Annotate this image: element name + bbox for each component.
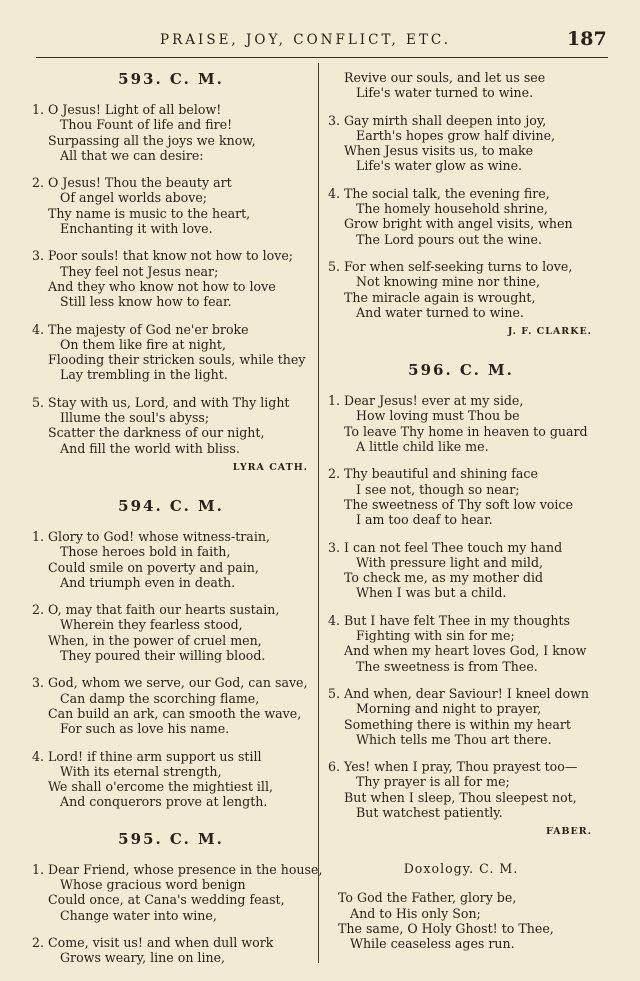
hymn-595 xyxy=(30,829,323,966)
stanza-number: 3. xyxy=(31,675,44,691)
running-title: PRAISE, JOY, CONFLICT, ETC. xyxy=(160,32,452,48)
stanza xyxy=(326,393,596,454)
stanza xyxy=(30,602,312,663)
doxology-stanza xyxy=(326,890,596,951)
verse-text: Yes! when I pray, Thou prayest too— xyxy=(344,759,578,775)
verse-line xyxy=(30,102,312,117)
verse-line: And water turned to wine. xyxy=(356,304,524,320)
verse-line: On them like fire at night, xyxy=(60,336,226,352)
hymn-author: J. F. CLARKE. xyxy=(507,326,592,338)
verse-line: Of angel worlds above; xyxy=(60,190,208,206)
verse-text: The social talk, the evening fire, xyxy=(344,185,550,201)
doxology-line: And to His only Son; xyxy=(350,905,481,921)
verse-line: Not knowing mine nor thine, xyxy=(356,274,540,290)
hymn-number-heading: 596. C. M. xyxy=(408,361,514,380)
verse-line: Whose gracious word benign xyxy=(60,876,246,892)
stanza-number: 5. xyxy=(327,685,340,701)
verse-line: The sweetness is from Thee. xyxy=(356,658,538,674)
doxology-line: While ceaseless ages run. xyxy=(350,936,515,952)
stanza xyxy=(30,248,312,309)
verse-line: But watchest patiently. xyxy=(356,804,503,820)
verse-line xyxy=(326,540,596,555)
header-rule xyxy=(36,57,608,58)
hymn-594 xyxy=(30,497,312,810)
verse-line: Thy prayer is all for me; xyxy=(356,774,510,790)
verse-text: Dear Friend, whose presence in the house, xyxy=(48,861,323,877)
stanza-number: 4. xyxy=(327,185,340,201)
verse-line xyxy=(30,749,312,764)
stanza xyxy=(30,529,312,590)
stanza-number: 5. xyxy=(327,258,340,274)
verse-line xyxy=(326,113,596,128)
verse-line: Illume the soul's abyss; xyxy=(60,410,210,426)
hymn-author: LYRA CATH. xyxy=(232,461,308,473)
stanza xyxy=(326,259,596,320)
verse-line: But when I sleep, Thou sleepest not, xyxy=(344,789,577,805)
verse-line: Earth's hopes grow half divine, xyxy=(356,127,556,143)
verse-line: When I was but a child. xyxy=(356,585,507,601)
stanza-number: 2. xyxy=(327,466,340,482)
verse-line: With its eternal strength, xyxy=(60,763,222,779)
verse-line: To leave Thy home in heaven to guard xyxy=(344,423,588,439)
stanza xyxy=(30,675,312,736)
verse-line: Wherein they fearless stood, xyxy=(60,617,243,633)
verse-line: Can build an ark, can smooth the wave, xyxy=(48,705,302,721)
verse-line xyxy=(30,248,312,263)
hymn-number-heading: 594. C. M. xyxy=(118,496,224,515)
stanza-number: 1. xyxy=(31,102,44,117)
verse-line: And triumph even in death. xyxy=(60,574,236,590)
verse-line: Change water into wine, xyxy=(60,907,217,923)
stanza xyxy=(30,861,323,923)
verse-line: They feel not Jesus near; xyxy=(60,263,219,279)
stanza-number: 6. xyxy=(327,759,340,775)
verse-line: All that we can desire: xyxy=(60,147,204,163)
verse-line: When, in the power of cruel men, xyxy=(48,632,262,648)
verse-line xyxy=(326,259,596,274)
verse-line xyxy=(30,675,312,690)
stanza-number: 3. xyxy=(31,248,44,264)
verse-line: Life's water turned to wine. xyxy=(356,85,534,101)
column-divider xyxy=(318,63,319,963)
verse-line xyxy=(30,861,323,877)
verse-line xyxy=(326,759,596,774)
verse-line xyxy=(326,393,596,408)
stanza xyxy=(30,175,312,236)
verse-line: For such as love his name. xyxy=(60,721,230,737)
verse-text: And when, dear Saviour! I kneel down xyxy=(344,685,590,701)
verse-line xyxy=(326,686,596,701)
verse-text: Glory to God! whose witness-train, xyxy=(48,528,270,544)
verse-text: For when self-seeking turns to love, xyxy=(344,258,573,274)
verse-line: With pressure light and mild, xyxy=(356,554,544,570)
verse-line: Could once, at Cana's wedding feast, xyxy=(48,892,285,908)
stanza-number: 4. xyxy=(31,321,44,337)
verse-line: Can damp the scorching flame, xyxy=(60,690,260,706)
verse-line: And when my heart loves God, I know xyxy=(344,643,587,659)
stanza xyxy=(326,466,596,527)
verse-line xyxy=(30,322,312,337)
right-column xyxy=(326,70,596,963)
verse-line xyxy=(30,395,312,410)
verse-line: Life's water glow as wine. xyxy=(356,158,523,174)
stanza xyxy=(326,759,596,820)
stanza xyxy=(326,686,596,747)
verse-text: Revive our souls, and let us see xyxy=(344,70,546,85)
stanza-number: 5. xyxy=(31,394,44,410)
verse-line: And they who know not how to love xyxy=(48,278,276,294)
verse-line xyxy=(326,186,596,201)
verse-line xyxy=(30,935,312,950)
stanza xyxy=(326,540,596,601)
stanza-number: 1. xyxy=(31,861,44,877)
page-header xyxy=(0,28,640,54)
verse-line: The Lord pours out the wine. xyxy=(356,231,542,247)
verse-line: When Jesus visits us, to make xyxy=(344,143,534,159)
verse-line: Morning and night to prayer, xyxy=(356,701,542,717)
verse-line xyxy=(326,613,596,628)
verse-line: Thou Fount of life and fire! xyxy=(60,117,233,133)
stanza-number: 2. xyxy=(31,602,44,618)
verse-line: Those heroes bold in faith, xyxy=(60,544,231,560)
verse-line: They poured their willing blood. xyxy=(60,648,266,664)
verse-line: Flooding their stricken souls, while they xyxy=(48,352,306,368)
verse-line: The miracle again is wrought, xyxy=(344,289,536,305)
verse-text: Gay mirth shall deepen into joy, xyxy=(344,112,547,128)
stanza xyxy=(326,113,596,174)
stanza xyxy=(326,70,596,101)
verse-line xyxy=(30,602,312,617)
verse-line: The homely household shrine, xyxy=(356,201,548,217)
doxology-line: The same, O Holy Ghost! to Thee, xyxy=(338,920,554,936)
verse-line: Grows weary, line on line, xyxy=(60,950,226,966)
verse-line: Scatter the darkness of our night, xyxy=(48,425,265,441)
verse-line: A little child like me. xyxy=(356,439,489,455)
doxology-title: Doxology. C. M. xyxy=(403,861,519,877)
hymn-number-heading: 593. C. M. xyxy=(118,70,224,88)
verse-text: O Jesus! Light of all below! xyxy=(48,102,222,117)
verse-text: O Jesus! Thou the beauty art xyxy=(48,175,232,191)
verse-line: How loving must Thou be xyxy=(356,408,520,424)
verse-text: Stay with us, Lord, and with Thy light xyxy=(48,394,290,410)
verse-line: The sweetness of Thy soft low voice xyxy=(344,496,573,512)
verse-text: Thy beautiful and shining face xyxy=(344,466,538,482)
verse-text: Lord! if thine arm support us still xyxy=(48,748,262,764)
hymn-593 xyxy=(30,70,312,473)
verse-line: To check me, as my mother did xyxy=(344,570,544,586)
stanza-number: 2. xyxy=(31,175,44,191)
verse-text: Poor souls! that know not how to love; xyxy=(48,248,294,264)
stanza xyxy=(30,935,312,966)
hymn-number-heading: 595. C. M. xyxy=(118,829,224,848)
doxology-line: To God the Father, glory be, xyxy=(338,890,517,906)
verse-line: Which tells me Thou art there. xyxy=(356,731,552,747)
verse-line: Thy name is music to the heart, xyxy=(48,205,251,221)
verse-text: But I have felt Thee in my thoughts xyxy=(344,612,570,628)
page-number: 187 xyxy=(567,28,607,50)
verse-line: Could smile on poverty and pain, xyxy=(48,559,259,575)
left-column xyxy=(30,70,323,977)
verse-line: And conquerors prove at length. xyxy=(60,794,268,810)
stanza-number: 4. xyxy=(31,748,44,764)
stanza xyxy=(30,322,312,383)
verse-text: Dear Jesus! ever at my side, xyxy=(344,393,524,409)
verse-line: Enchanting it with love. xyxy=(60,221,213,237)
stanza-number: 4. xyxy=(327,612,340,628)
stanza xyxy=(30,395,312,456)
verse-text: I can not feel Thee touch my hand xyxy=(344,539,563,555)
verse-line xyxy=(326,70,596,85)
stanza xyxy=(326,186,596,247)
verse-line: And fill the world with bliss. xyxy=(60,440,240,456)
verse-line: Grow bright with angel visits, when xyxy=(344,216,573,232)
verse-line: I am too deaf to hear. xyxy=(356,512,493,528)
verse-line: Lay trembling in the light. xyxy=(60,367,228,383)
doxology xyxy=(326,861,596,951)
verse-line xyxy=(30,529,312,544)
stanza-number: 3. xyxy=(327,112,340,128)
verse-text: The majesty of God ne'er broke xyxy=(48,321,249,337)
verse-line xyxy=(326,466,596,481)
stanza xyxy=(30,102,312,163)
verse-line: Surpassing all the joys we know, xyxy=(48,132,256,148)
verse-line: Still less know how to fear. xyxy=(60,294,232,310)
hymn-596 xyxy=(326,361,596,837)
verse-text: God, whom we serve, our God, can save, xyxy=(48,675,308,691)
stanza-number: 2. xyxy=(31,934,44,950)
hymn-595-continued xyxy=(326,70,596,337)
stanza xyxy=(30,749,312,810)
verse-line: I see not, though so near; xyxy=(356,481,520,497)
hymn-author: FABER. xyxy=(545,826,592,838)
stanza-number: 3. xyxy=(327,539,340,555)
verse-line: Fighting with sin for me; xyxy=(356,628,515,644)
verse-line: Something there is within my heart xyxy=(344,716,571,732)
verse-text: O, may that faith our hearts sustain, xyxy=(48,602,280,618)
stanza xyxy=(326,613,596,674)
verse-line: We shall o'ercome the mightiest ill, xyxy=(48,779,273,795)
stanza-number: 1. xyxy=(31,528,44,544)
verse-text: Come, visit us! and when dull work xyxy=(48,934,274,950)
stanza-number: 1. xyxy=(327,393,340,409)
verse-line xyxy=(30,175,312,190)
